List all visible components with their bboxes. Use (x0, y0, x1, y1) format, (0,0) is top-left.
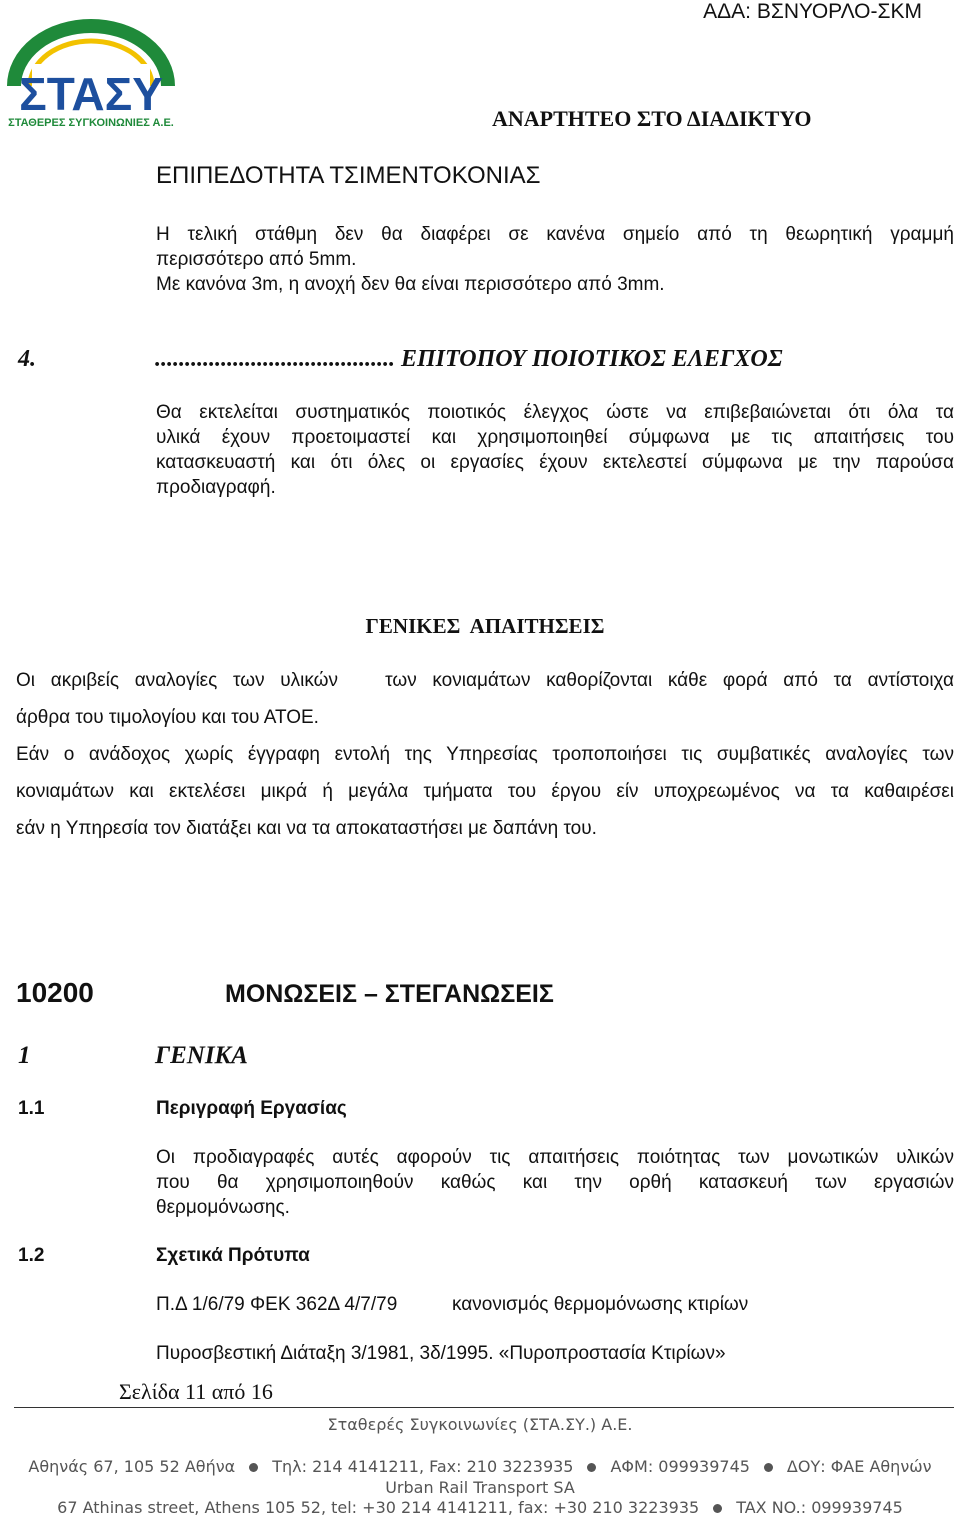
section-number-1: 1 (18, 1042, 31, 1069)
section-heading-quality: ........................................ ΕΠΙΤΟΠΟΥ ΠΟΙΟΤΙΚΟΣ ΕΛΕΓΧΟΣ (155, 346, 783, 372)
footer-company-gr: Σταθερές Συγκοινωνίες (ΣΤΑ.ΣΥ.) Α.Ε. (327, 1415, 633, 1434)
section-number-4: 4. (18, 346, 36, 372)
standard-ref-1-code: Π.Δ 1/6/79 ΦΕΚ 362Δ 4/7/79 (156, 1294, 398, 1315)
section-title-general-1: ΓΕΝΙΚΑ (155, 1042, 248, 1069)
footer-vat: ΑΦΜ: 099939745 (610, 1457, 750, 1476)
footer-address: Αθηνάς 67, 105 52 Αθήνα (28, 1457, 236, 1476)
page-number: Σελίδα 11 από 16 (119, 1379, 273, 1404)
section-title-general: ΓΕΝΙΚΕΣ ΑΠΑΙΤΗΣΕΙΣ (365, 614, 605, 638)
footer-divider (14, 1407, 954, 1408)
ada-code: ΑΔΑ: ΒΣΝΥΟΡΛΟ-ΣΚΜ (703, 0, 922, 23)
footer-address-english: 67 Athinas street, Athens 105 52, tel: +30 214 4141211, fax: +30 210 3223935 (57, 1498, 700, 1517)
chapter-code: 10200 (16, 977, 94, 1008)
quality-line-2: υλικά έχουν προετοιμαστεί και χρησιμοποιηθεί σύμφωνα με τις απαιτήσεις του (156, 427, 954, 448)
general-line-3: Εάν ο ανάδοχος χωρίς έγγραφη εντολή της Υπηρεσίας τροποποιήσει τις συμβατικές αναλογίες των (16, 744, 954, 765)
footer-address-en (0, 1497, 960, 1519)
flatness-line-2: περισσότερο από 5mm. (156, 249, 357, 270)
logo-wordmark: ΣΤΑΣΥ (19, 68, 163, 120)
general-line-4: κονιαμάτων και εκτελέσει μικρά ή μεγάλα τμήματα του έργου είν υποχρεωμένος να τα καθαιρέσει (16, 781, 954, 802)
subsection-title-1-2: Σχετικά Πρότυπα (156, 1245, 310, 1266)
bullet-icon (764, 1463, 773, 1472)
flatness-line-3: Με κανόνα 3m, η ανοχή δεν θα είναι περισσότερο από 3mm. (156, 274, 665, 295)
section-title-flatness: ΕΠΙΠΕΔΟΤΗΤΑ ΤΣΙΜΕΝΤΟΚΟΝΙΑΣ (156, 162, 541, 189)
logo-subtitle: ΣΤΑΘΕΡΕΣ ΣΥΓΚΟΙΝΩΝΙΕΣ Α.Ε. (8, 117, 174, 128)
standard-ref-1-desc: κανονισμός θερμομόνωσης κτιρίων (452, 1294, 749, 1315)
quality-line-4: προδιαγραφή. (156, 477, 276, 498)
quality-line-3: κατασκευαστή και ότι όλες οι εργασίες έχουν εκτελεστεί σύμφωνα με την παρούσα (156, 452, 954, 473)
general-line-2: άρθρα του τιμολογίου και του ΑΤΟΕ. (16, 707, 319, 728)
footer-phone: Τηλ: 214 4141211, Fax: 210 3223935 (272, 1457, 574, 1476)
footer-company-en: Urban Rail Transport SA (385, 1478, 575, 1497)
desc-line-3: θερμομόνωσης. (156, 1197, 290, 1218)
standard-ref-2: Πυροσβεστική Διάταξη 3/1981, 3δ/1995. «Πυροπροστασία Κτιρίων» (156, 1343, 726, 1364)
subsection-number-1-1: 1.1 (18, 1098, 45, 1119)
flatness-line-1: Η τελική στάθμη δεν θα διαφέρει σε κανένα σημείο από τη θεωρητική γραμμή (156, 224, 954, 245)
stasy-logo (6, 16, 176, 128)
chapter-title: ΜΟΝΩΣΕΙΣ – ΣΤΕΓΑΝΩΣΕΙΣ (225, 980, 554, 1008)
post-notice: ΑΝΑΡΤΗΤΕΟ ΣΤΟ ΔΙΑΔΙΚΤΥΟ (492, 106, 812, 131)
bullet-icon (713, 1504, 722, 1513)
bullet-icon (249, 1463, 258, 1472)
general-line-1: Οι ακριβείς αναλογίες των υλικών των κονιαμάτων καθορίζονται κάθε φορά από τα αντίστοιχα (16, 670, 954, 691)
bullet-icon (587, 1463, 596, 1472)
footer-tax-office: ΔΟΥ: ΦΑΕ Αθηνών (786, 1457, 932, 1476)
quality-line-1: Θα εκτελείται συστηματικός ποιοτικός έλεγχος ώστε να επιβεβαιώνεται ότι όλα τα (156, 402, 954, 423)
footer-tax-number: TAX NO.: 099939745 (736, 1498, 903, 1517)
subsection-number-1-2: 1.2 (18, 1245, 45, 1266)
desc-line-2: που θα χρησιμοποιηθούν καθώς και την ορθή κατασκευή των εργασιών (156, 1172, 954, 1193)
general-line-5: εάν η Υπηρεσία τον διατάξει και να τα αποκαταστήσει με δαπάνη του. (16, 818, 597, 839)
subsection-title-1-1: Περιγραφή Εργασίας (156, 1098, 347, 1119)
desc-line-1: Οι προδιαγραφές αυτές αφορούν τις απαιτήσεις ποιότητας των μονωτικών υλικών (156, 1147, 954, 1168)
footer-address-gr (0, 1456, 960, 1478)
